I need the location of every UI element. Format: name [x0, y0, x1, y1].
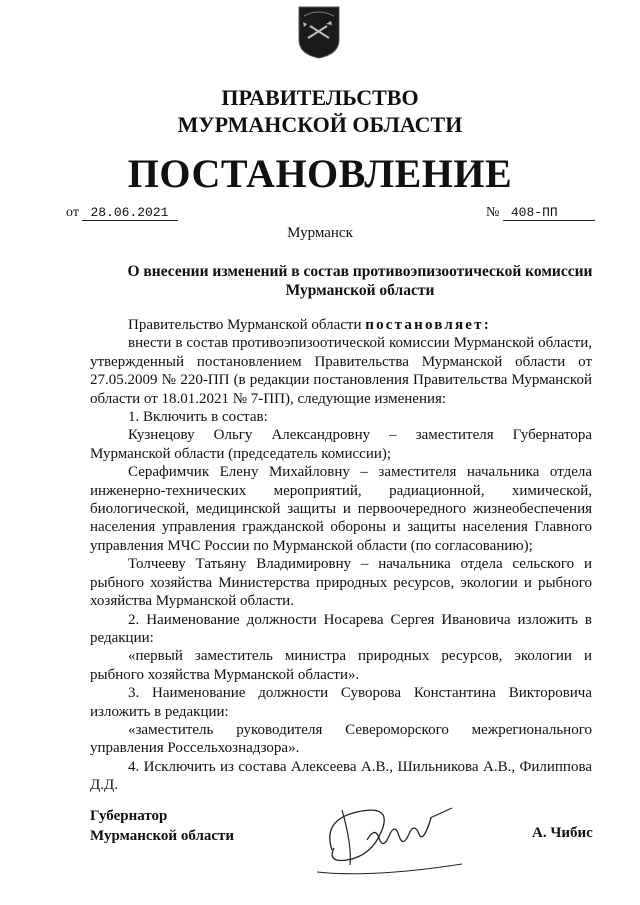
item-2-text: «первый заместитель министра природных ресурсов, экологии и рыбного хозяйства Мурманской области».	[90, 648, 592, 683]
item-2: 2. Наименование должности Носарева Сергея Ивановича изложить в редакции:	[90, 611, 592, 646]
date-prefix: от	[66, 205, 79, 220]
organization-line-1: ПРАВИТЕЛЬСТВО	[221, 85, 419, 110]
subject-line-2: Мурманской области	[285, 282, 435, 299]
document-body	[90, 316, 592, 795]
number-prefix: №	[486, 205, 500, 220]
item-3: 3. Наименование должности Суворова Константина Викторовича изложить в редакции:	[90, 685, 592, 720]
preamble: Правительство Мурманской области	[128, 317, 362, 333]
coat-of-arms-icon	[296, 4, 342, 60]
date-value: 28.06.2021	[82, 205, 178, 221]
number-value: 408-ПП	[503, 205, 595, 221]
person-3: Толчееву Татьяну Владимировну – начальника отдела сельского и рыбного хозяйства Министерства природных ресурсов, экологии и рыбного хозяйства Мурманской области.	[90, 556, 592, 610]
city: Мурманск	[287, 225, 353, 241]
decree-word: постановляет:	[365, 317, 491, 333]
document-type: ПОСТАНОВЛЕНИЕ	[127, 151, 513, 196]
person-1: Кузнецову Ольгу Александровну – заместителя Губернатора Мурманской области (председатель комиссии);	[90, 427, 592, 462]
item-4: 4. Исключить из состава Алексеева А.В., Шильникова А.В., Филиппова Д.Д.	[90, 758, 592, 794]
item-1: 1. Включить в состав:	[128, 409, 268, 426]
date-line	[66, 205, 178, 221]
signatory-name: А. Чибис	[532, 825, 593, 841]
intro-paragraph: внести в состав противоэпизоотической комиссии Мурманской области, утвержденный постановлением Правительства Мурманской области от 27.05.2009 № 220-ПП (в редакции постановления Правительства Мурманской области от 18.01.2021 № 7-ПП), следующие изменения:	[90, 335, 592, 407]
preamble-paragraph	[90, 316, 592, 334]
subject-line-1: О внесении изменений в состав противоэпизоотической комиссии	[127, 263, 593, 280]
handwritten-signature	[312, 790, 482, 880]
item-3-text: «заместитель руководителя Североморского межрегионального управления Россельхознадзора».	[90, 721, 592, 757]
person-2: Серафимчик Елену Михайловну – заместителя начальника отдела инженерно-технических мероприятий, радиационной, химической, биологической, медицинской защиты и первоочередного жизнеобеспечения населения управления гражданской обороны и защиты населения Главного управления МЧС России по Мурманской области (по согласованию);	[90, 464, 592, 554]
signatory-position	[90, 806, 234, 846]
organization-title	[0, 84, 640, 138]
document-subject	[100, 262, 620, 300]
number-line	[486, 205, 595, 221]
organization-line-2: МУРМАНСКОЙ ОБЛАСТИ	[177, 112, 463, 137]
position-line-1: Губернатор	[90, 808, 168, 824]
position-line-2: Мурманской области	[90, 828, 235, 844]
